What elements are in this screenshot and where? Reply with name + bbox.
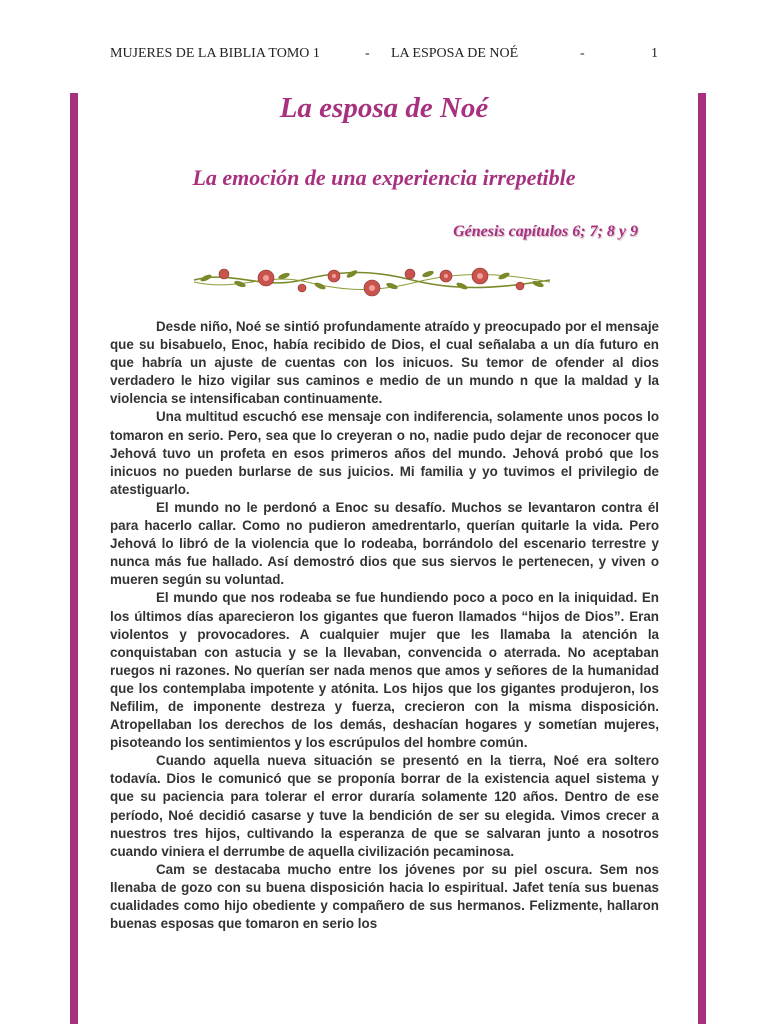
page-subtitle: La emoción de una experiencia irrepetible [192, 165, 576, 190]
header-separator: - [365, 46, 370, 61]
article-body [110, 318, 659, 933]
right-border-bar [698, 93, 706, 1024]
paragraph: Cam se destacaba mucho entre los jóvenes por su piel oscura. Sem nos llenaba de gozo con su buena disposición hacia lo espiritual. Jafet tenía sus buenas cualidades como hijo obediente y compañero de sus hermanos. Felizmente, hallaron buenas esposas que tomaron en serio los [110, 861, 659, 932]
scripture-reference: Génesis capítulos 6; 7; 8 y 9 [453, 223, 638, 240]
flower-garland-icon [192, 262, 552, 298]
paragraph: Desde niño, Noé se sintió profundamente atraído y preocupado por el mensaje que su bisabuelo, Enoc, había recibido de Dios, el cual señalaba a un día futuro en que habría un ajuste de cuentas con los inicuos. Su temor de ofender al dios verdadero le hizo vigilar sus caminos e medio de un mundo n que la maldad y la violencia se intensificaban continuamente. [110, 319, 659, 407]
paragraph: Cuando aquella nueva situación se presentó en la tierra, Noé era soltero todavía. Dios le comunicó que se proponía borrar de la existencia aquel sistema y que su paciencia para tolerar el error duraría solamente 120 años. Dentro de ese período, Noé decidió casarse y tuve la bendición de ser su elegida. Vimos crecer a nuestros tres hijos, cultivando la esperanza de que se salvaran junto a nosotros cuando viniera el derrumbe de aquella civilización pecaminosa. [110, 753, 659, 859]
page-title: La esposa de Noé [279, 92, 489, 124]
left-border-bar [70, 93, 78, 1024]
paragraph: El mundo no le perdonó a Enoc su desafío. Muchos se levantaron contra él para hacerlo callar. Como no pudieron amedrentarlo, querían quitarle la vida. Pero Jehová lo libró de la violencia que lo rodeaba, borrándolo del escenario terrestre y nunca más fue hallado. Así demostró dios que sus siervos le pertenecen, y viven o mueren según su voluntad. [110, 499, 659, 588]
paragraph: El mundo que nos rodeaba se fue hundiendo poco a poco en la iniquidad. En los últimos días aparecieron los gigantes que fueron llamados “hijos de Dios”. Eran violentos y provocadores. A cualquier mujer que les llamaba la atención la conquistaban con astucia y se la llevaban, convencida o aterrada. No aceptaban ruegos ni razones. No querían ser nada menos que amos y señores de la humanidad que los contemplaba impotente y atónita. Los hijos que los gigantes produjeron, los Nefilim, de imponente destreza y fuerza, crecieron con la misma disposición. Atropellaban los derechos de los demás, deshacían hogares y sometían mujeres, pisoteando los sentimientos y los escrúpulos del hombre común. [110, 590, 659, 751]
header-chapter-title: LA ESPOSA DE NOÉ [391, 46, 519, 61]
header-separator: - [580, 46, 585, 61]
header-page-number: 1 [651, 46, 658, 61]
flower-garland-graphic [192, 262, 552, 298]
paragraph: Una multitud escuchó ese mensaje con indiferencia, solamente unos pocos lo tomaron en serio. Pero, sea que lo creyeran o no, nadie pudo dejar de reconocer que Jehová tuvo un profeta en esos primeros años del mundo. Jehová probó que los inicuos no pueden burlarse de sus juicios. Mi familia y yo tuvimos el privilegio de atestiguarlo. [110, 409, 659, 497]
running-header [110, 46, 660, 66]
header-book-title: MUJERES DE LA BIBLIA TOMO 1 [110, 46, 320, 61]
